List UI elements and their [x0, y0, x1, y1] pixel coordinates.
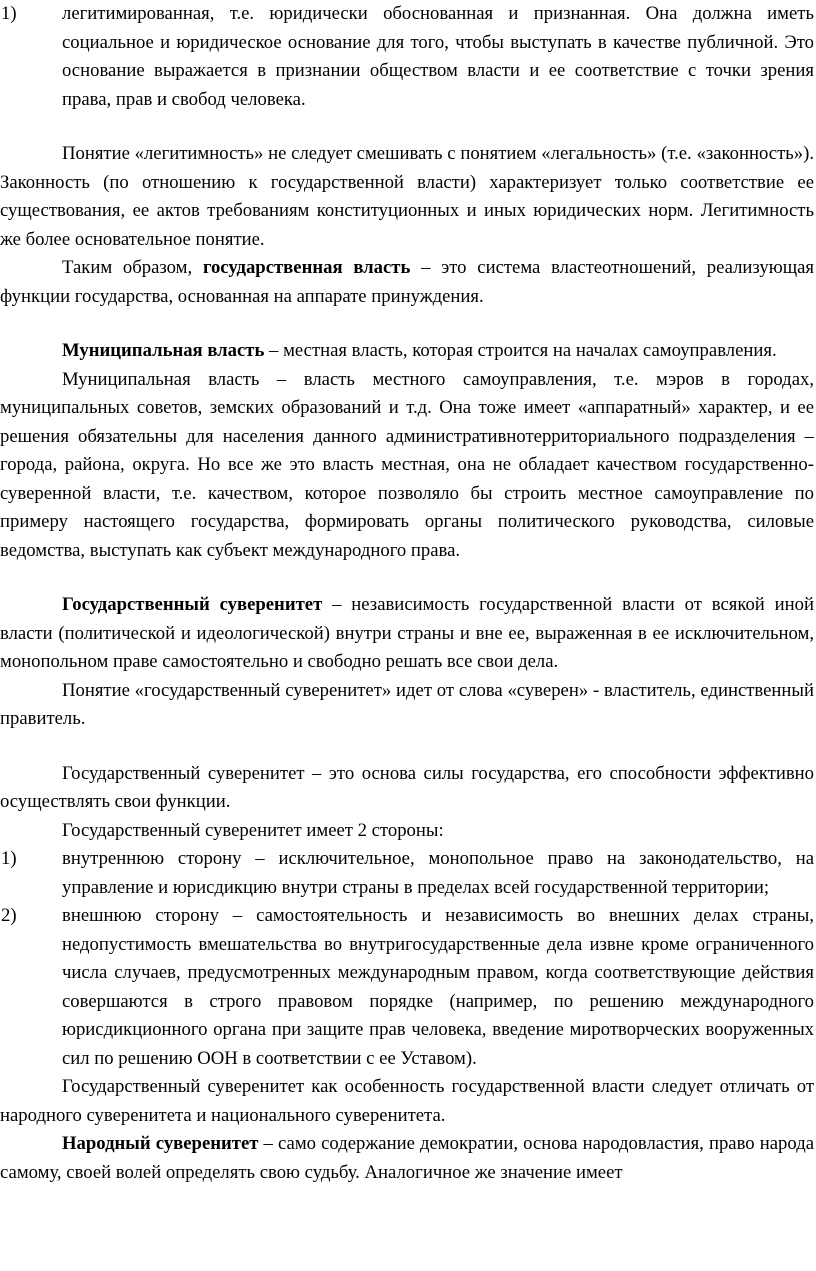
paragraph-municipal-description: Муниципальная власть – власть местного самоуправления, т.е. мэров в городах, муниципальных советов, земских образований и т.д. Она тоже имеет «аппаратный» характер, и ее решения обязательны для населения данного административнотерриториального подразделения – города, района, округа. Но все же это власть местная, она не обладает качеством государственно-суверенной власти, т.е. качеством, которое позволяло бы строить местное самоуправление по примеру настоящего государства, формировать органы политического руководства, силовые ведомства, выступать как субъект международного права.	[0, 368, 814, 561]
list-number: 2)	[1, 905, 17, 926]
list-number: 1)	[1, 848, 17, 869]
state-power-lead: Таким образом,	[62, 257, 203, 278]
state-power-definition: – это система властеотношений, реализующая функции государства, основанная на аппарате принуждения.	[0, 257, 814, 307]
municipal-definition-text: – местная власть, которая строится на началах самоуправления.	[264, 340, 777, 361]
list-text: внутреннюю сторону – исключительное, монопольное право на законодательство, на управление и юрисдикцию внутри страны в пределах всей государственной территории;	[62, 848, 814, 898]
list-text: легитимированная, т.е. юридически обоснованная и признанная. Она должна иметь социальное и юридическое основание для того, чтобы выступать в качестве публичной. Это основание выражается в признании обществом власти и ее соответствие с точки зрения права, прав и свобод человека.	[62, 3, 814, 110]
paragraph-municipal-definition	[0, 337, 814, 366]
paragraph-state-power	[0, 254, 814, 311]
popular-sovereignty-text: – само содержание демократии, основа народовластия, право народа самому, своей волей определять свою судьбу. Аналогичное же значение имеет	[0, 1133, 814, 1183]
paragraph-sovereignty-definition	[0, 591, 814, 677]
paragraph-sovereignty-basis: Государственный суверенитет – это основа силы государства, его способности эффективно осуществлять свои функции.	[0, 762, 814, 812]
paragraph-sovereignty-sides: Государственный суверенитет имеет 2 стороны:	[62, 819, 444, 841]
paragraph-gap	[0, 114, 814, 140]
list-text: внешнюю сторону – самостоятельность и независимость во внешних делах страны, недопустимость вмешательства во внутригосударственные дела извне кроме ограниченного числа случаев, предусмотренных международным правом, когда соответствующие действия совершаются в строго правовом порядке (например, по решению международного юрисдикционного органа при защите прав человека, введение миротворческих вооруженных сил по решению ООН в соответствии с ее Уставом).	[62, 905, 814, 1069]
paragraph-legitimacy: Понятие «легитимность» не следует смешивать с понятием «легальность» (т.е. «законность»). Законность (по отношению к государственной власти) характеризует только соответствие ее существования, ее актов требованиям конституционных и иных юридических норм. Легитимность же более основательное понятие.	[0, 143, 814, 250]
list-item-internal-side	[0, 845, 814, 902]
list-number: 1)	[1, 3, 17, 24]
paragraph-sovereignty-distinction: Государственный суверенитет как особенность государственной власти следует отличать от народного суверенитета и национального суверенитета.	[0, 1076, 814, 1126]
term-state-power: государственная власть	[202, 257, 411, 278]
term-popular-sovereignty: Народный суверенитет	[62, 1133, 259, 1154]
paragraph-gap	[0, 565, 814, 591]
term-state-sovereignty: Государственный суверенитет	[62, 594, 323, 615]
paragraph-popular-sovereignty	[0, 1130, 814, 1187]
list-item-legitimized	[0, 0, 814, 114]
sovereignty-definition-text: – независимость государственной власти от всякой иной власти (политической и идеологической) внутри страны и вне ее, выраженная в ее исключительном, монопольном праве самостоятельно и свободно решать все свои дела.	[0, 594, 814, 672]
term-municipal-power: Муниципальная власть	[62, 340, 265, 361]
paragraph-sovereignty-origin: Понятие «государственный суверенитет» идет от слова «суверен» - властитель, единственный правитель.	[0, 679, 814, 729]
paragraph-gap	[0, 311, 814, 337]
list-item-external-side	[0, 902, 814, 1073]
paragraph-gap	[0, 734, 814, 760]
